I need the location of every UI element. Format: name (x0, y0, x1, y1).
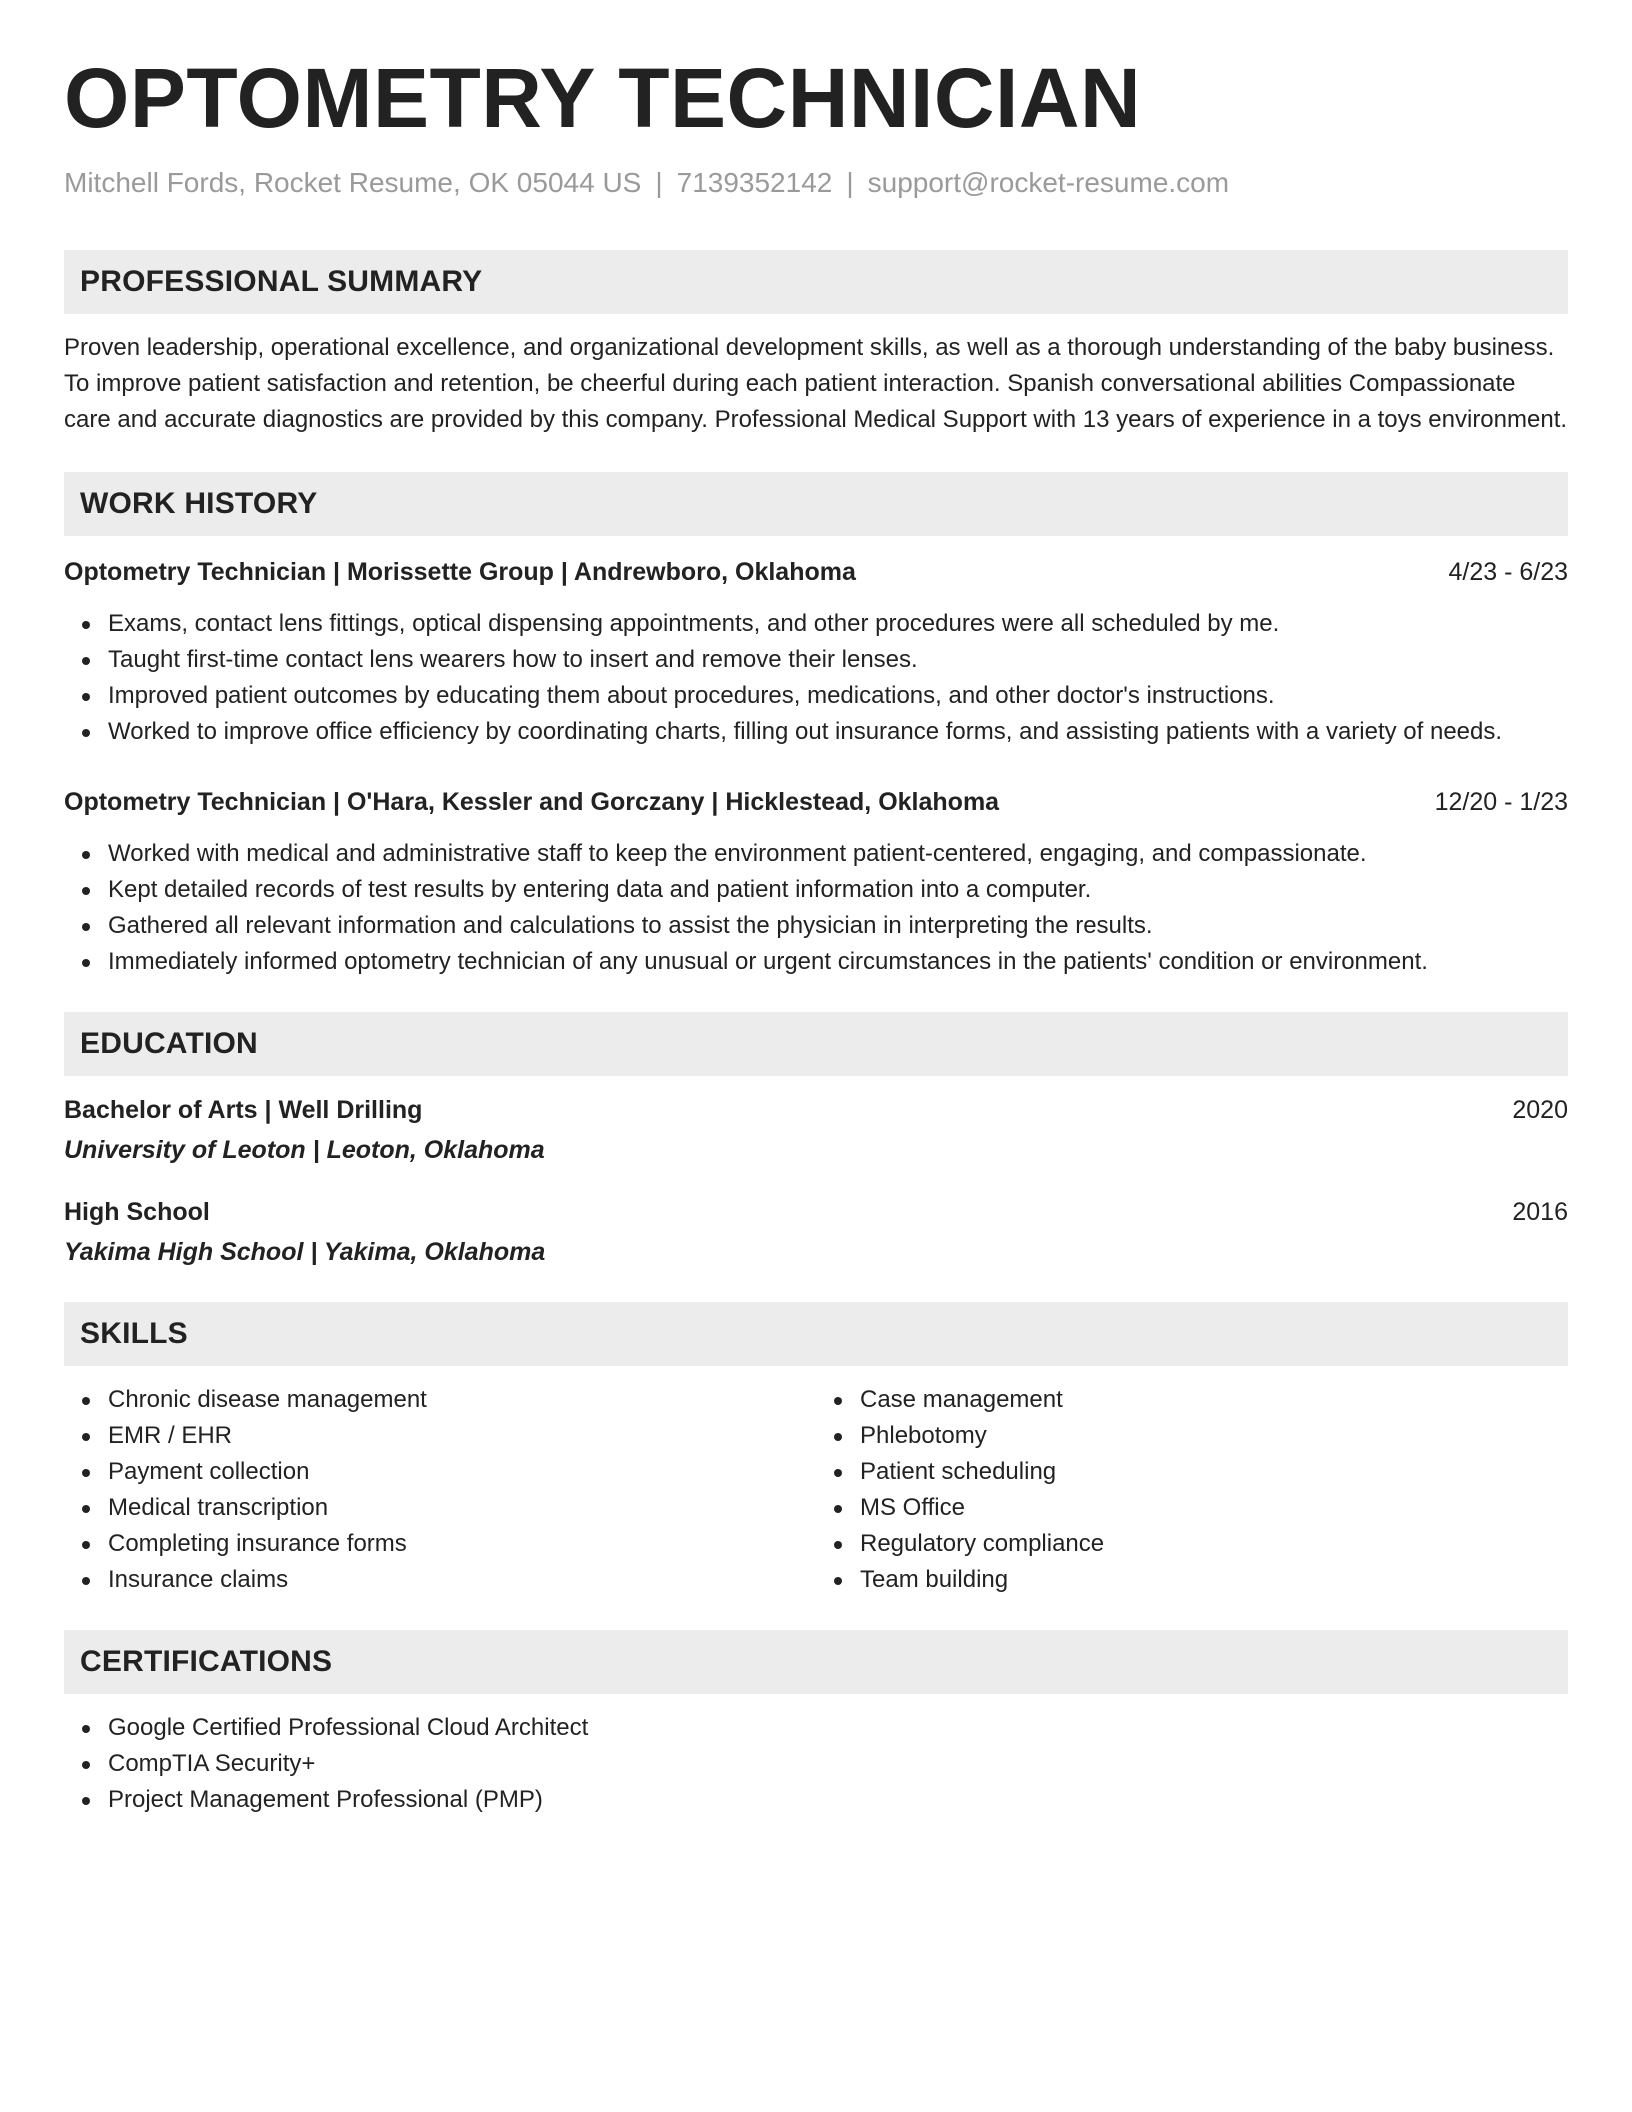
education-entry (64, 1194, 1568, 1270)
skills-column-right (816, 1382, 1568, 1598)
skill-item: Team building (860, 1562, 1568, 1598)
education-school: Yakima High School | Yakima, Oklahoma (64, 1237, 546, 1266)
section-header-education: EDUCATION (64, 1012, 1568, 1076)
job-bullet: Worked with medical and administrative staff to keep the environment patient-centered, engaging, and compassionate. (108, 836, 1568, 872)
education-header (64, 1194, 1568, 1230)
education-entry (64, 1092, 1568, 1168)
job-dates: 12/20 - 1/23 (1434, 787, 1568, 816)
candidate-title: OPTOMETRY TECHNICIAN (64, 51, 1142, 145)
job-bullet: Immediately informed optometry technician of any unusual or urgent circumstances in the patients' condition or environment. (108, 944, 1568, 980)
education-school: University of Leoton | Leoton, Oklahoma (64, 1135, 545, 1164)
section-header-summary: PROFESSIONAL SUMMARY (64, 250, 1568, 314)
certification-item: CompTIA Security+ (108, 1746, 1568, 1782)
contact-separator: | (846, 167, 854, 198)
skill-item: Payment collection (108, 1454, 816, 1490)
education-header (64, 1092, 1568, 1128)
skill-item: EMR / EHR (108, 1418, 816, 1454)
job-title: Optometry Technician | Morissette Group | Andrewboro, Oklahoma (64, 557, 856, 586)
education-year: 2016 (1512, 1197, 1568, 1226)
job-bullets (64, 836, 1568, 980)
certification-item: Project Management Professional (PMP) (108, 1782, 1568, 1818)
skill-item: MS Office (860, 1490, 1568, 1526)
job-bullet: Improved patient outcomes by educating them about procedures, medications, and other doctor's instructions. (108, 678, 1568, 714)
job-bullet: Worked to improve office efficiency by coordinating charts, filling out insurance forms, and assisting patients with a variety of needs. (108, 714, 1568, 750)
section-header-certifications: CERTIFICATIONS (64, 1630, 1568, 1694)
skill-item: Regulatory compliance (860, 1526, 1568, 1562)
skill-item: Medical transcription (108, 1490, 816, 1526)
skill-item: Patient scheduling (860, 1454, 1568, 1490)
job-dates: 4/23 - 6/23 (1448, 557, 1568, 586)
contact-phone: 7139352142 (676, 167, 833, 198)
education-year: 2020 (1512, 1095, 1568, 1124)
job-bullet: Taught first-time contact lens wearers how to insert and remove their lenses. (108, 642, 1568, 678)
skill-item: Phlebotomy (860, 1418, 1568, 1454)
section-header-skills: SKILLS (64, 1302, 1568, 1366)
job-entry (64, 784, 1568, 980)
skill-item: Case management (860, 1382, 1568, 1418)
skill-item: Chronic disease management (108, 1382, 816, 1418)
contact-line (64, 166, 1568, 200)
job-bullet: Gathered all relevant information and calculations to assist the physician in interpreting the results. (108, 908, 1568, 944)
job-bullet: Exams, contact lens fittings, optical dispensing appointments, and other procedures were all scheduled by me. (108, 606, 1568, 642)
skills-column-left (64, 1382, 816, 1598)
certifications-list (64, 1710, 1568, 1818)
skills-grid (64, 1366, 1568, 1598)
job-header (64, 554, 1568, 590)
contact-address: Mitchell Fords, Rocket Resume, OK 05044 US (64, 167, 642, 198)
certification-item: Google Certified Professional Cloud Architect (108, 1710, 1568, 1746)
contact-email: support@rocket-resume.com (867, 167, 1230, 198)
contact-separator: | (655, 167, 663, 198)
job-header (64, 784, 1568, 820)
skill-item: Completing insurance forms (108, 1526, 816, 1562)
education-degree: High School (64, 1197, 210, 1226)
education-degree: Bachelor of Arts | Well Drilling (64, 1095, 423, 1124)
summary-text: Proven leadership, operational excellence, and organizational development skills, as well as a thorough understanding of the baby business. To improve patient satisfaction and retention, be cheerful during each patient interaction. Spanish conversational abilities Compassionate care and accurate diagnostics are provided by this company. Professional Medical Support with 13 years of experience in a toys environment. (64, 333, 1568, 433)
job-bullets (64, 606, 1568, 750)
job-title: Optometry Technician | O'Hara, Kessler and Gorczany | Hicklestead, Oklahoma (64, 787, 1000, 816)
section-header-work-history: WORK HISTORY (64, 472, 1568, 536)
job-entry (64, 554, 1568, 750)
skill-item: Insurance claims (108, 1562, 816, 1598)
job-bullet: Kept detailed records of test results by entering data and patient information into a computer. (108, 872, 1568, 908)
